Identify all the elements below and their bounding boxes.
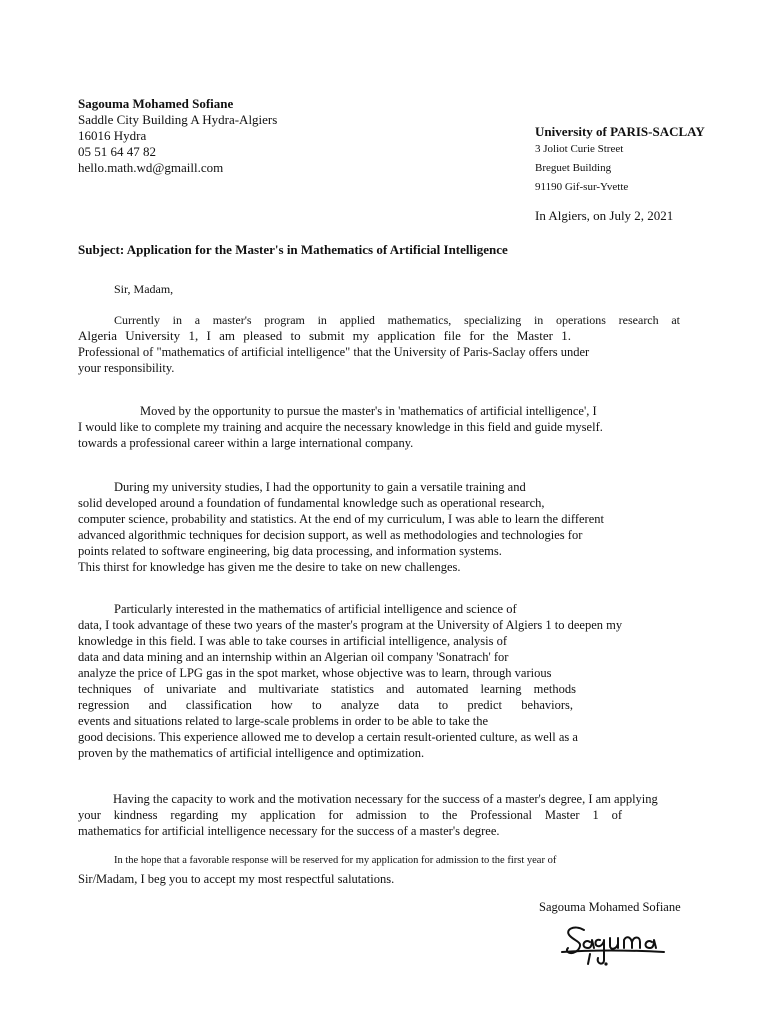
paragraph-line: events and situations related to large-scale problems in order to be able to take the [78,714,489,728]
paragraph-line: regression and classification how to analyze data to predict behaviors, [78,698,573,712]
paragraph-line: techniques of univariate and multivariate statistics and automated learning methods [78,682,576,696]
letter-subject: Subject: Application for the Master's in Mathematics of Artificial Intelligence [78,242,508,257]
paragraph-line: proven by the mathematics of artificial intelligence and optimization. [78,746,425,760]
recipient-building: Breguet Building [535,162,612,174]
paragraph-line: advanced algorithmic techniques for decision support, as well as methodologies and technologies for [78,528,583,542]
paragraph-4 [78,601,622,761]
signature-name: Sagouma Mohamed Sofiane [539,900,681,914]
paragraph-line: knowledge in this field. I was able to take courses in artificial intelligence, analysis of [78,634,508,648]
paragraph-line: analyze the price of LPG gas in the spot market, whose objective was to learn, through various [78,666,552,680]
paragraph-line: Currently in a master's program in applied mathematics, specializing in operations research at [114,313,680,327]
paragraph-line: Algeria University 1, I am pleased to submit my application file for the Master 1. [78,328,571,343]
paragraph-line: data, I took advantage of these two years of the master's program at the University of Algiers 1 to deepen my [78,618,623,632]
paragraph-line: Having the capacity to work and the motivation necessary for the success of a master's degree, I am applying [113,792,658,806]
sender-block [78,96,277,176]
paragraph-line: Sir/Madam, I beg you to accept my most respectful salutations. [78,872,395,886]
sender-name: Sagouma Mohamed Sofiane [78,96,234,111]
salutation: Sir, Madam, [114,282,174,296]
sender-email: hello.math.wd@gmaill.com [78,160,224,175]
paragraph-5 [78,791,658,839]
paragraph-line: mathematics for artificial intelligence necessary for the success of a master's degree. [78,824,500,838]
paragraph-1 [78,312,680,376]
paragraph-line: data and data mining and an internship within an Algerian oil company 'Sonatrach' for [78,650,509,664]
paragraph-line: Professional of "mathematics of artificial intelligence" that the University of Paris-Saclay offers under [78,345,590,359]
paragraph-line: solid developed around a foundation of fundamental knowledge such as operational research, [78,496,545,510]
handwritten-signature [560,920,672,968]
paragraph-3 [78,479,604,575]
paragraph-line: points related to software engineering, big data processing, and information systems. [78,544,502,558]
paragraph-line: This thirst for knowledge has given me the desire to take on new challenges. [78,560,461,574]
paragraph-line: During my university studies, I had the opportunity to gain a versatile training and [114,480,526,494]
paragraph-line: your responsibility. [78,361,175,375]
paragraph-line: good decisions. This experience allowed me to develop a certain result-oriented culture, as well as a [78,730,578,744]
sender-phone: 05 51 64 47 82 [78,144,156,159]
paragraph-line: In the hope that a favorable response will be reserved for my application for admission to the first year of [114,855,557,866]
sender-postcode: 16016 Hydra [78,128,147,143]
recipient-name: University of PARIS-SACLAY [535,124,705,139]
paragraph-line: computer science, probability and statistics. At the end of my curriculum, I was able to learn the different [78,512,604,526]
paragraph-line: towards a professional career within a large international company. [78,436,414,450]
paragraph-2 [78,403,603,451]
recipient-city: 91190 Gif-sur-Yvette [535,181,629,193]
letter-date: In Algiers, on July 2, 2021 [535,208,674,223]
recipient-block [535,124,705,197]
recipient-street: 3 Joliot Curie Street [535,143,624,155]
paragraph-line: Particularly interested in the mathematics of artificial intelligence and science of [114,602,517,616]
paragraph-line: I would like to complete my training and acquire the necessary knowledge in this field and guide myself. [78,420,603,434]
paragraph-line: Moved by the opportunity to pursue the master's in 'mathematics of artificial intelligence', I [140,404,597,418]
sender-address: Saddle City Building A Hydra-Algiers [78,112,278,127]
paragraph-line: your kindness regarding my application for admission to the Professional Master 1 of [78,808,622,822]
closing-paragraph [78,852,556,889]
